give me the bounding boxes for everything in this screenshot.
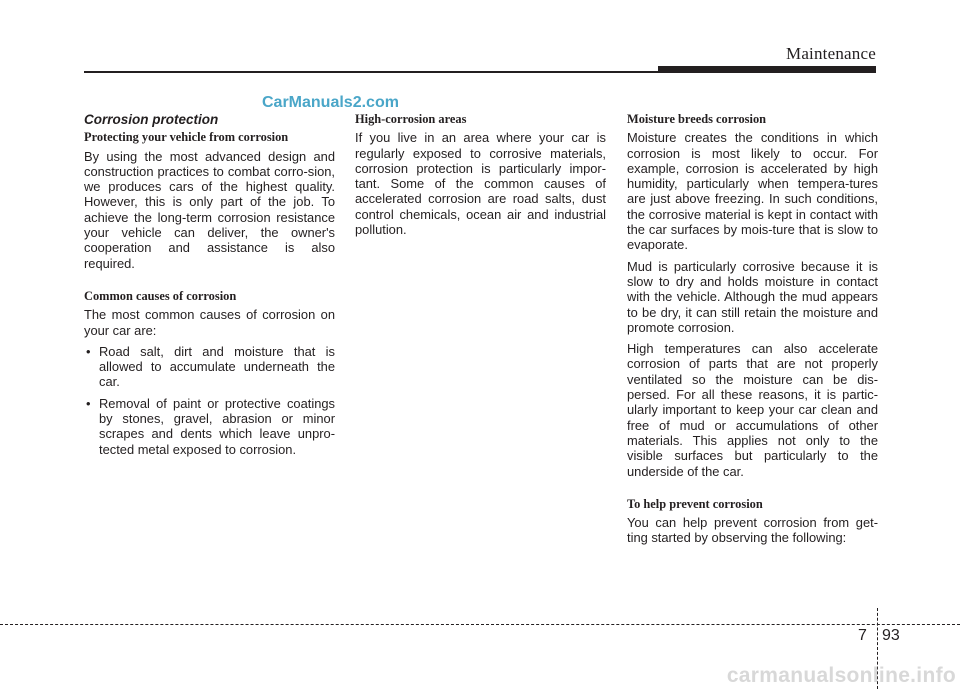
section-title: Corrosion protection: [84, 112, 219, 127]
paragraph: By using the most advanced design and construction practices to combat corro-sion, we produces cars of the highest quality. However, this is only part of the job. To achieve the long-term corrosion resistance your vehicle can deliver, the owner's cooperation and assistance is also required.: [84, 148, 335, 271]
watermark-bottom: carmanualsonline.info: [726, 664, 956, 687]
watermark-top: CarManuals2.com: [262, 94, 399, 111]
chapter-number: 7: [858, 627, 867, 644]
subhead-protecting: Protecting your vehicle from corrosion: [84, 130, 289, 145]
list-item: [84, 344, 335, 390]
header-rule-thick: [658, 66, 876, 73]
bullet-icon: •: [86, 395, 91, 411]
list-item: [84, 396, 335, 457]
subhead-prevent: To help prevent corrosion: [627, 496, 763, 511]
bullet-icon: •: [86, 343, 91, 359]
page-header-title: Maintenance: [786, 44, 876, 63]
list-item-text: Removal of paint or protective coatings by stones, gravel, abrasion or minor scrapes and dents which leave unpro-tected metal exposed to corrosion.: [99, 395, 335, 457]
paragraph: High temperatures can also accelerate corrosion of parts that are not properly ventilated so the moisture can be dis-persed. For all these reasons, it is partic-ularly important to keep your car clean and free of mud or accumulations of other materials. This applies not only to the visible surfaces but particularly to the underside of the car.: [627, 341, 878, 479]
paragraph: You can help prevent corrosion from get-ting started by observing the following:: [627, 515, 878, 546]
column-3: [627, 112, 878, 552]
subhead-high-corrosion: High-corrosion areas: [355, 112, 467, 126]
subhead-common-causes: Common causes of corrosion: [84, 288, 237, 303]
paragraph: Moisture creates the conditions in which corrosion is most likely to occur. For example, corrosion is accelerated by high humidity, particularly when tempera-tures are just above freezing. In such conditions, the corrosive material is kept in contact with the car surfaces by mois-ture that is slow to evaporate.: [627, 130, 878, 253]
paragraph: If you live in an area where your car is regularly exposed to corrosive materials, corrosion protection is particularly impor-tant. Some of the common causes of accelerated corrosion are road salts, dust control chemicals, ocean air and industrial pollution.: [355, 130, 606, 238]
paragraph: Mud is particularly corrosive because it is slow to dry and holds moisture in contact with the vehicle. Although the mud appears to be dry, it can still retain the moisture and promote corrosion.: [627, 258, 878, 335]
footer-dashed-rule: [0, 624, 960, 625]
subhead-moisture: Moisture breeds corrosion: [627, 112, 767, 126]
column-2: [355, 112, 606, 243]
header-rule-thin: [84, 71, 662, 73]
column-1: [84, 112, 335, 463]
paragraph: The most common causes of corrosion on your car are:: [84, 307, 335, 338]
page-number: 93: [882, 627, 900, 644]
list-item-text: Road salt, dirt and moisture that is allowed to accumulate underneath the car.: [99, 343, 335, 390]
bullet-list: [84, 344, 335, 457]
